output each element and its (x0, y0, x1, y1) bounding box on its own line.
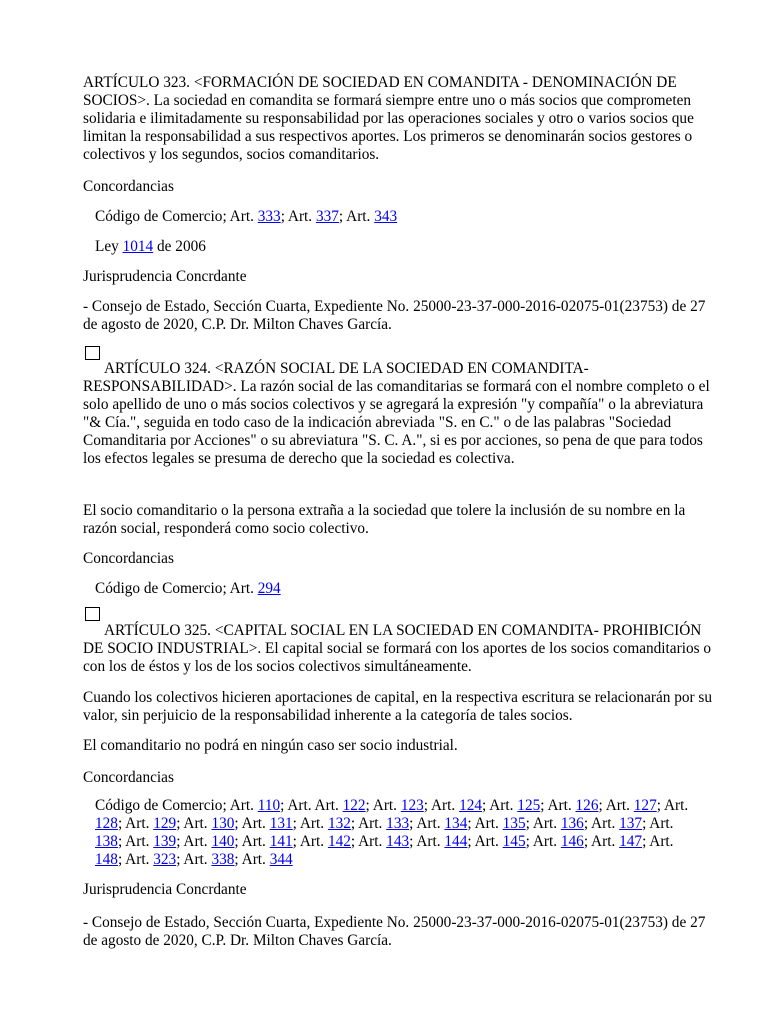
article-323-jurisprudencia-heading: Jurisprudencia Concrdante (83, 268, 247, 285)
article-323-ley (95, 238, 695, 256)
link-art-337[interactable]: 337 (315, 208, 339, 225)
link-art-147[interactable]: 147 (619, 833, 643, 850)
article-324-text: ARTÍCULO 324. <RAZÓN SOCIAL DE LA SOCIEDAD EN COMANDITA- RESPONSABILIDAD>. La razón social de las comanditarias se formará con el nombre completo o el solo apellido de uno o más socios colectivos y se agregará la expresión "y compañía" o la abreviatura "& Cía.", seguida en todo caso de la indicación abreviada "S. en C." o de las palabras "Sociedad Comanditaria por Acciones" o su abreviatura "S. C. A.", si es por acciones, so pena de que para todos los efectos legales se presuma de derecho que la sociedad es colectiva. (83, 360, 710, 467)
link-art-110[interactable]: 110 (257, 797, 281, 814)
link-art-294[interactable]: 294 (257, 580, 281, 597)
ley-year: de 2006 (153, 238, 206, 255)
link-art-148[interactable]: 148 (95, 851, 118, 868)
link-art-137[interactable]: 137 (619, 815, 643, 832)
article-323-jurisprudencia-text: - Consejo de Estado, Sección Cuarta, Expediente No. 25000-23-37-000-2016-02075-01(23753) de 27 de agosto de 2020, C.P. Dr. Milton Chaves García. (83, 298, 706, 333)
link-art-129[interactable]: 129 (153, 815, 177, 832)
link-art-124[interactable]: 124 (459, 797, 483, 814)
link-art-142[interactable]: 142 (327, 833, 351, 850)
ley-label: Ley (95, 238, 123, 255)
article-325-text: ARTÍCULO 325. <CAPITAL SOCIAL EN LA SOCIEDAD EN COMANDITA- PROHIBICIÓN DE SOCIO INDUSTRIAL>. El capital social se formará con los aportes de los socios comanditarios o con los de éstos y los de los socios colectivos simultáneamente. (83, 622, 712, 675)
link-ley-1014[interactable]: 1014 (122, 238, 154, 255)
article-325-paragraph-3: El comanditario no podrá en ningún caso ser socio industrial. (83, 737, 458, 754)
link-art-132[interactable]: 132 (327, 815, 351, 832)
article-325-paragraph-2: Cuando los colectivos hicieren aportaciones de capital, en la respectiva escritura se relacionarán por su valor, sin perjuicio de la responsabilidad inherente a la categoría de tales socios. (83, 689, 713, 724)
codigo-label: Código de Comercio; (95, 797, 230, 814)
link-art-143[interactable]: 143 (386, 833, 410, 850)
link-art-141[interactable]: 141 (269, 833, 293, 850)
article-324-codigo-comercio (95, 580, 695, 598)
article-325-jurisprudencia-text: - Consejo de Estado, Sección Cuarta, Expediente No. 25000-23-37-000-2016-02075-01(23753) de 27 de agosto de 2020, C.P. Dr. Milton Chaves García. (83, 914, 706, 949)
link-art-134[interactable]: 134 (444, 815, 468, 832)
link-art-140[interactable]: 140 (211, 833, 235, 850)
link-art-139[interactable]: 139 (153, 833, 177, 850)
link-art-122[interactable]: 122 (342, 797, 366, 814)
link-art-126[interactable]: 126 (575, 797, 599, 814)
link-art-130[interactable]: 130 (211, 815, 235, 832)
article-325-codigo-comercio: Código de Comercio; Art. 110; Art. Art. 122; Art. 123; Art. 124; Art. 125; Art. 126; Art. 127; Art. 128; Art. 129; Art. 130; Art. 131; Art. 132; Art. 133; Art. 134; Art. 135; Art. 136; Art. 137; Art. 138; Art. 139; Art. 140; Art. 141; Art. 142; Art. 143; Art. 144; Art. 145; Art. 146; Art. 147; Art. 148; Art. 323; Art. 338; Art. 344 (95, 797, 689, 868)
article-325-concordancias-heading: Concordancias (83, 769, 174, 786)
article-324-paragraph-2: El socio comanditario o la persona extraña a la sociedad que tolere la inclusión de su nombre en la razón social, responderá como socio colectivo. (83, 502, 686, 537)
link-art-146[interactable]: 146 (560, 833, 584, 850)
link-art-145[interactable]: 145 (502, 833, 526, 850)
link-art-333[interactable]: 333 (257, 208, 281, 225)
link-art-133[interactable]: 133 (386, 815, 410, 832)
link-art-136[interactable]: 136 (560, 815, 584, 832)
link-art-135[interactable]: 135 (502, 815, 526, 832)
link-art-127[interactable]: 127 (633, 797, 657, 814)
codigo-label: Código de Comercio; Art. (95, 208, 258, 225)
link-art-344[interactable]: 344 (269, 851, 293, 868)
link-art-131[interactable]: 131 (269, 815, 293, 832)
link-art-338[interactable]: 338 (211, 851, 235, 868)
codigo-label: Código de Comercio; Art. (95, 580, 258, 597)
article-324-concordancias-heading: Concordancias (83, 550, 174, 567)
link-art-343[interactable]: 343 (374, 208, 398, 225)
article-323-text: ARTÍCULO 323. <FORMACIÓN DE SOCIEDAD EN COMANDITA - DENOMINACIÓN DE SOCIOS>. La sociedad en comandita se formará siempre entre uno o más socios que comprometen solidaria e ilimitadamente su responsabilidad por las operaciones sociales y otro o varios socios que limitan la responsabilidad a sus respectivos aportes. Los primeros se denominarán socios gestores o colectivos y los segundos, socios comanditarios. (83, 74, 694, 163)
image-placeholder-icon (85, 607, 100, 621)
link-art-128[interactable]: 128 (95, 815, 118, 832)
image-placeholder-icon (85, 346, 100, 360)
article-325-jurisprudencia-heading: Jurisprudencia Concrdante (83, 881, 247, 898)
article-323-concordancias-heading: Concordancias (83, 178, 174, 195)
link-art-144[interactable]: 144 (444, 833, 468, 850)
article-323-codigo-comercio: Código de Comercio; Art. 333; Art. 337; Art. 343 (95, 208, 398, 225)
link-art-323[interactable]: 323 (153, 851, 177, 868)
link-art-138[interactable]: 138 (95, 833, 118, 850)
link-art-125[interactable]: 125 (517, 797, 541, 814)
link-art-123[interactable]: 123 (400, 797, 424, 814)
